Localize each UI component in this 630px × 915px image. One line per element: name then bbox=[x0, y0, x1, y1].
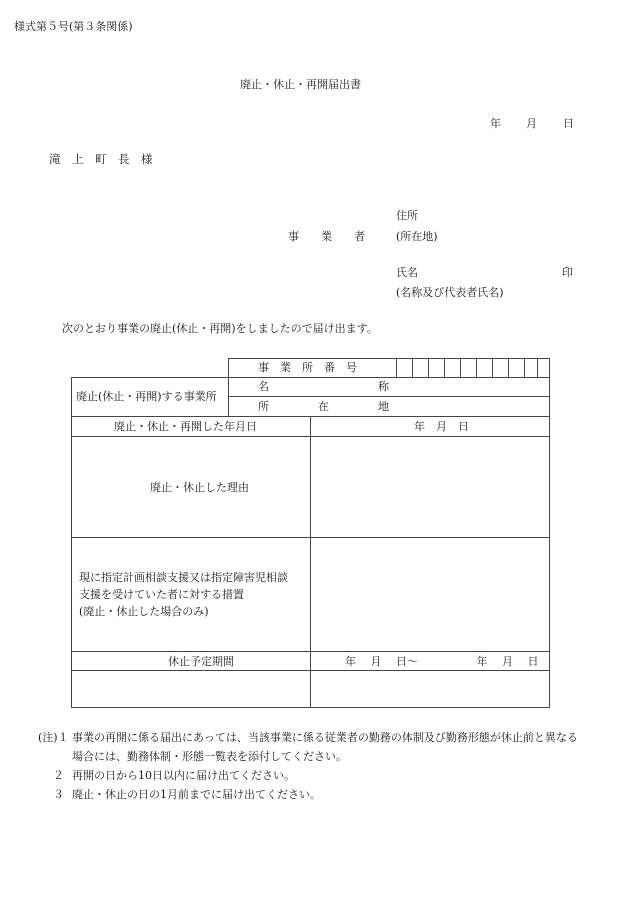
page-title: 廃止・休止・再開届出書 bbox=[240, 78, 361, 91]
note-item bbox=[38, 766, 588, 785]
intro-text: 次のとおり事業の廃止(休止・再開)をしましたので届け出ます。 bbox=[62, 322, 378, 335]
date-year-label: 年 bbox=[490, 117, 501, 130]
date-row-label: 廃止・休止・再開した年月日 bbox=[114, 420, 257, 433]
notes bbox=[38, 728, 588, 804]
note-text: 事業の再開に係る届出にあっては、当該事業に係る従業者の勤務の体制及び勤務形態が休止前と異なる場合には、勤務体制・形態一覧表を添付してください。 bbox=[72, 731, 578, 763]
suspend-period-label: 休止予定期間 bbox=[168, 655, 234, 668]
note-item bbox=[38, 728, 588, 766]
form-number: 様式第５号(第３条関係) bbox=[14, 20, 133, 33]
note-number: ３ bbox=[53, 788, 64, 801]
note-text: 廃止・休止の日の1月前までに届け出てください。 bbox=[72, 788, 321, 801]
office-address-label-right: 地 bbox=[378, 400, 389, 413]
location-label: (所在地) bbox=[396, 230, 438, 243]
measures-label-line3: (廃止・休止した場合のみ) bbox=[79, 605, 209, 618]
name-sub-label: (名称及び代表者氏名) bbox=[396, 286, 504, 299]
suspend-period-value: 年 月 日〜 年 月 日 bbox=[345, 655, 539, 668]
office-name-label-left: 名 bbox=[258, 380, 269, 393]
note-number: ２ bbox=[53, 769, 64, 782]
address-label: 住所 bbox=[396, 209, 418, 222]
seal-label: 印 bbox=[562, 266, 573, 279]
office-name-label-right: 称 bbox=[378, 380, 389, 393]
note-number: (注)１ bbox=[38, 731, 69, 744]
business-operator-label: 事 業 者 bbox=[288, 230, 365, 243]
date-month-label: 月 bbox=[526, 117, 537, 130]
recipient: 滝 上 町 長 様 bbox=[49, 152, 153, 166]
name-label: 氏名 bbox=[396, 266, 418, 279]
note-item bbox=[38, 785, 588, 804]
office-address-label-left: 所 bbox=[258, 400, 269, 413]
measures-label-line1: 現に指定計画相談支援又は指定障害児相談 bbox=[79, 571, 288, 584]
date-row-value: 年 月 日 bbox=[414, 420, 469, 433]
office-address-label-mid: 在 bbox=[318, 400, 329, 413]
note-text: 再開の日から10日以内に届け出てください。 bbox=[72, 769, 295, 782]
office-number-label: 事 業 所 番 号 bbox=[258, 361, 357, 374]
office-label: 廃止(休止・再開)する事業所 bbox=[76, 390, 217, 403]
date-day-label: 日 bbox=[563, 117, 574, 130]
measures-label-line2: 支援を受けていた者に対する措置 bbox=[79, 588, 244, 601]
reason-label: 廃止・休止した理由 bbox=[150, 481, 249, 494]
